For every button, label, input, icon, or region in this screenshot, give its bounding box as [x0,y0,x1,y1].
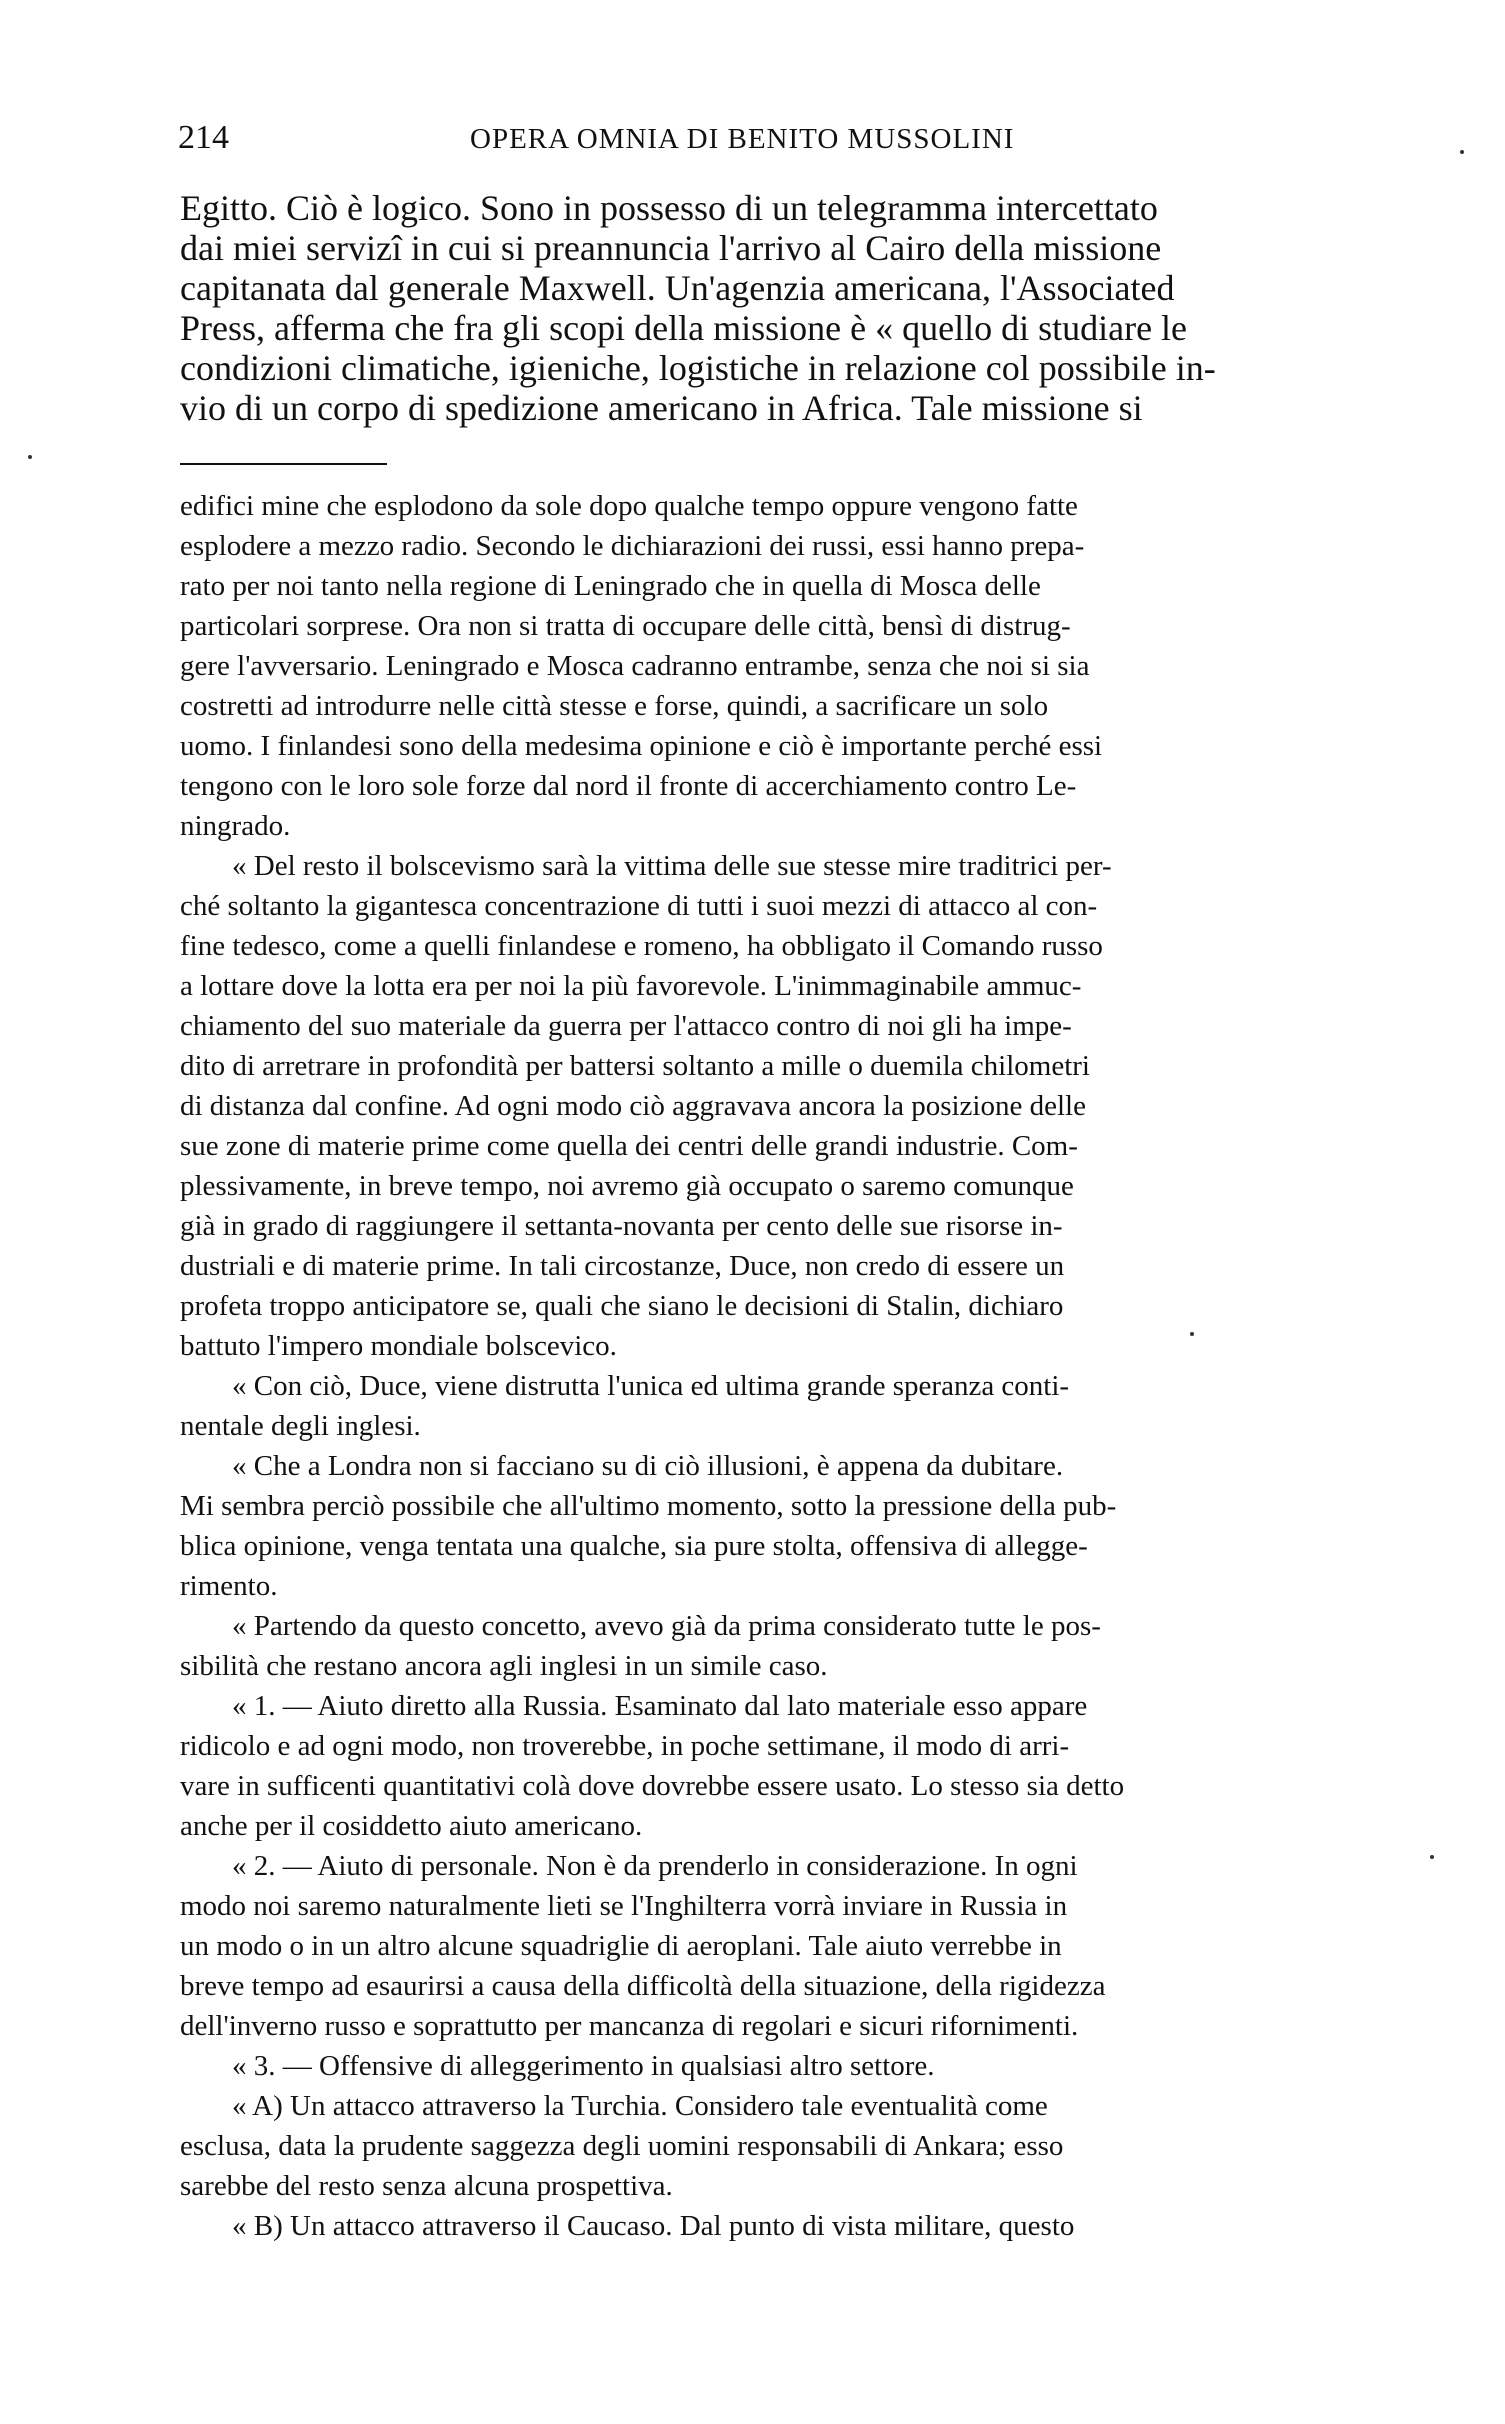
footnote-line: di distanza dal confine. Ad ogni modo ciò aggravava ancora la posizione delle [180,1090,1086,1122]
running-title: OPERA OMNIA DI BENITO MUSSOLINI [470,123,1015,155]
footnote-line: sue zone di materie prime come quella dei centri delle grandi industrie. Com- [180,1130,1078,1162]
scan-speck [1430,1855,1434,1859]
main-text-line: Press, afferma che fra gli scopi della missione è « quello di studiare le [180,308,1188,348]
footnote-line: dell'inverno russo e soprattutto per mancanza di regolari e sicuri rifornimenti. [180,2010,1079,2042]
footnote-line: rato per noi tanto nella regione di Leningrado che in quella di Mosca delle [180,570,1041,602]
page-header [178,118,1396,168]
main-text-line: capitanata dal generale Maxwell. Un'agenzia americana, l'Associated [180,268,1175,308]
footnote-line: « Partendo da questo concetto, avevo già da prima considerato tutte le pos- [232,1610,1101,1642]
footnote-line: ridicolo e ad ogni modo, non troverebbe, in poche settimane, il modo di arri- [180,1730,1070,1762]
main-text-line: dai miei servizî in cui si preannuncia l'arrivo al Cairo della missione [180,228,1162,268]
page-number: 214 [178,119,229,156]
footnote-block [180,486,1398,2246]
main-text-block [180,188,1398,428]
footnote-line: esplodere a mezzo radio. Secondo le dichiarazioni dei russi, essi hanno prepa- [180,530,1085,562]
footnote-line: « 2. — Aiuto di personale. Non è da prenderlo in considerazione. In ogni [232,1850,1078,1882]
footnote-line: un modo o in un altro alcune squadriglie di aeroplani. Tale aiuto verrebbe in [180,1930,1062,1962]
footnote-line: ché soltanto la gigantesca concentrazione di tutti i suoi mezzi di attacco al con- [180,890,1098,922]
footnote-line: edifici mine che esplodono da sole dopo qualche tempo oppure vengono fatte [180,490,1078,522]
footnote-line: sibilità che restano ancora agli inglesi in un simile caso. [180,1650,828,1682]
footnote-line: profeta troppo anticipatore se, quali che siano le decisioni di Stalin, dichiaro [180,1290,1064,1322]
main-text-line: Egitto. Ciò è logico. Sono in possesso di un telegramma intercettato [180,188,1158,228]
footnote-line: « Con ciò, Duce, viene distrutta l'unica ed ultima grande speranza conti- [232,1370,1070,1402]
footnote-line: esclusa, data la prudente saggezza degli uomini responsabili di Ankara; esso [180,2130,1064,2162]
footnote-line: chiamento del suo materiale da guerra per l'attacco contro di noi gli ha impe- [180,1010,1072,1042]
main-text-line: vio di un corpo di spedizione americano in Africa. Tale missione si [180,388,1143,428]
footnote-line: ningrado. [180,810,291,842]
footnote-line: dustriali e di materie prime. In tali circostanze, Duce, non credo di essere un [180,1250,1065,1282]
footnote-line: modo noi saremo naturalmente lieti se l'Inghilterra vorrà inviare in Russia in [180,1890,1068,1922]
footnote-line: « Del resto il bolscevismo sarà la vittima delle sue stesse mire traditrici per- [232,850,1112,882]
footnote-line: « 1. — Aiuto diretto alla Russia. Esaminato dal lato materiale esso appare [232,1690,1088,1722]
footnote-line: dito di arretrare in profondità per battersi soltanto a mille o duemila chilometri [180,1050,1090,1082]
scan-speck [28,455,32,459]
footnote-line: fine tedesco, come a quelli finlandese e romeno, ha obbligato il Comando russo [180,930,1103,962]
main-text-line: condizioni climatiche, igieniche, logistiche in relazione col possibile in- [180,348,1216,388]
footnote-line: Mi sembra perciò possibile che all'ultimo momento, sotto la pressione della pub- [180,1490,1117,1522]
footnote-line: « B) Un attacco attraverso il Caucaso. Dal punto di vista militare, questo [232,2210,1075,2242]
footnote-line: battuto l'impero mondiale bolscevico. [180,1330,617,1362]
footnote-line: blica opinione, venga tentata una qualche, sia pure stolta, offensiva di allegge- [180,1530,1088,1562]
footnote-line: gere l'avversario. Leningrado e Mosca cadranno entrambe, senza che noi si sia [180,650,1090,682]
footnote-line: sarebbe del resto senza alcuna prospettiva. [180,2170,673,2202]
footnote-line: già in grado di raggiungere il settanta-novanta per cento delle sue risorse in- [180,1210,1063,1242]
footnote-line: plessivamente, in breve tempo, noi avremo già occupato o saremo comunque [180,1170,1074,1202]
footnote-line: « 3. — Offensive di alleggerimento in qualsiasi altro settore. [232,2050,935,2082]
scan-speck [1190,1332,1194,1336]
footnote-line: « A) Un attacco attraverso la Turchia. Considero tale eventualità come [232,2090,1048,2122]
footnote-line: particolari sorprese. Ora non si tratta di occupare delle città, bensì di distrug- [180,610,1071,642]
footnote-line: « Che a Londra non si facciano su di ciò illusioni, è appena da dubitare. [232,1450,1064,1482]
footnote-line: vare in sufficenti quantitativi colà dove dovrebbe essere usato. Lo stesso sia detto [180,1770,1125,1802]
footnote-line: costretti ad introdurre nelle città stesse e forse, quindi, a sacrificare un solo [180,690,1049,722]
scan-speck [1460,150,1464,154]
footnote-line: uomo. I finlandesi sono della medesima opinione e ciò è importante perché essi [180,730,1103,762]
footnote-separator [180,463,387,465]
footnote-line: anche per il cosiddetto aiuto americano. [180,1810,643,1842]
footnote-line: rimento. [180,1570,278,1602]
footnote-line: a lottare dove la lotta era per noi la più favorevole. L'inimmaginabile ammuc- [180,970,1082,1002]
footnote-line: tengono con le loro sole forze dal nord il fronte di accerchiamento contro Le- [180,770,1077,802]
footnote-line: nentale degli inglesi. [180,1410,421,1442]
footnote-line: breve tempo ad esaurirsi a causa della difficoltà della situazione, della rigidezza [180,1970,1106,2002]
